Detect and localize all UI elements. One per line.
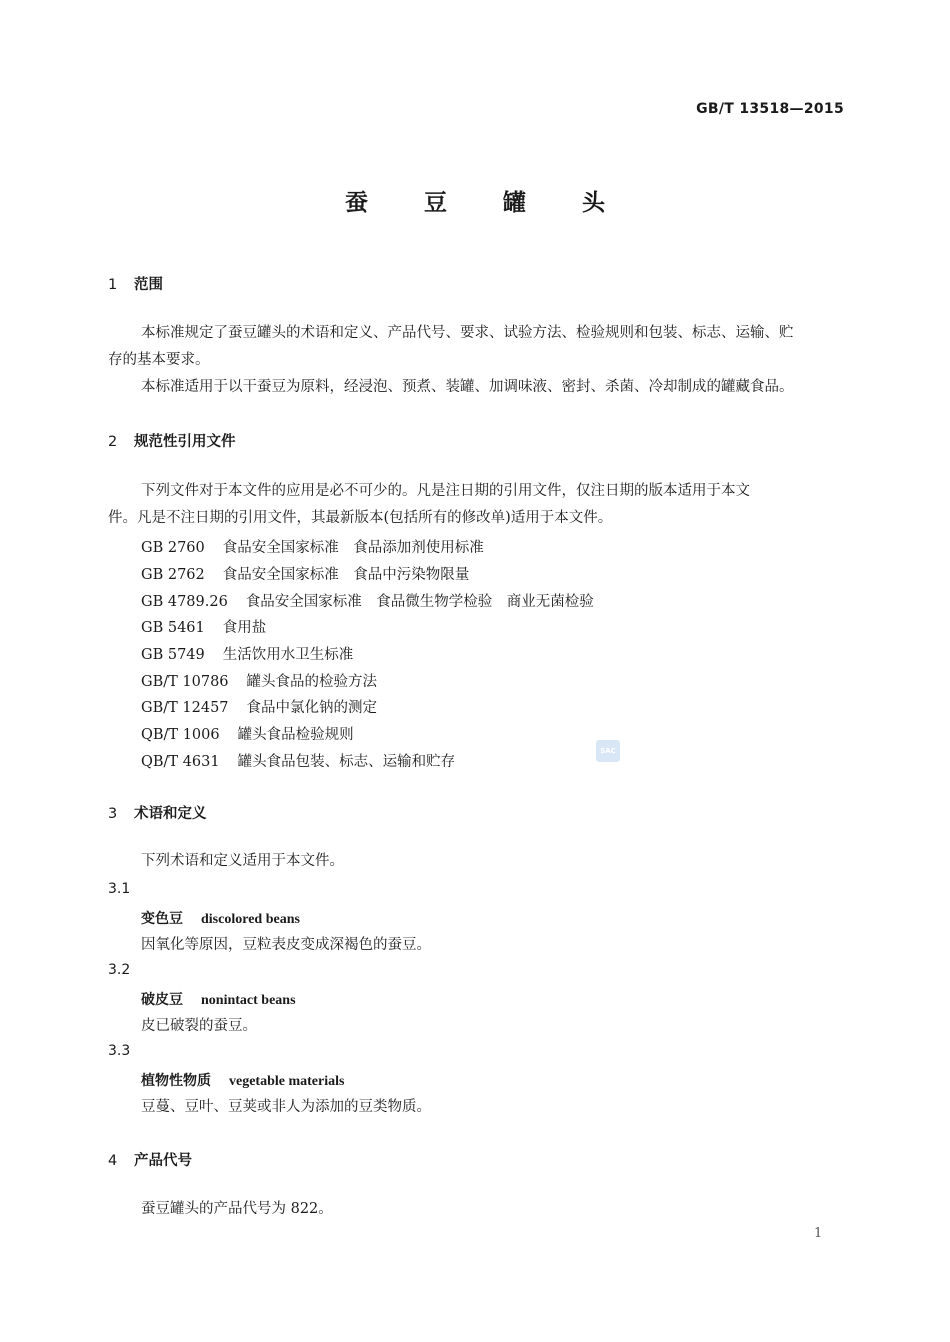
sac-watermark-logo: SAC — [596, 740, 620, 762]
reference-item — [141, 696, 377, 717]
section-title: 范围 — [134, 277, 163, 293]
term-en: nonintact beans — [201, 993, 296, 1008]
reference-title: 食品安全国家标准 食品中污染物限量 — [222, 567, 470, 583]
term-number: 3.2 — [108, 962, 131, 978]
standard-number: GB/T 13518—2015 — [696, 101, 844, 117]
term-en: vegetable materials — [229, 1074, 345, 1089]
reference-code: GB 4789.26 — [141, 594, 228, 610]
reference-item — [141, 670, 377, 691]
reference-item — [141, 590, 594, 611]
page-number: 1 — [814, 1226, 823, 1241]
reference-code: QB/T 4631 — [141, 754, 220, 770]
reference-code: QB/T 1006 — [141, 727, 220, 743]
section-number: 2 — [108, 434, 118, 450]
reference-title: 罐头食品检验规则 — [237, 727, 354, 743]
section-number: 3 — [108, 806, 118, 822]
paragraph: 本标准规定了蚕豆罐头的术语和定义、产品代号、要求、试验方法、检验规则和包装、标志、运输、贮 — [141, 325, 794, 341]
term-zh: 植物性物质 — [141, 1073, 211, 1089]
reference-title: 罐头食品的检验方法 — [246, 674, 378, 690]
paragraph-continuation: 存的基本要求。 — [108, 352, 210, 368]
section-number: 4 — [108, 1153, 118, 1169]
term-zh: 破皮豆 — [141, 992, 183, 1008]
paragraph: 蚕豆罐头的产品代号为 822。 — [141, 1201, 333, 1217]
reference-code: GB 5749 — [141, 647, 205, 663]
section-title: 规范性引用文件 — [134, 434, 236, 450]
reference-item — [141, 563, 469, 584]
reference-item — [141, 643, 353, 664]
reference-code: GB 2760 — [141, 540, 205, 556]
term-en: discolored beans — [201, 912, 300, 927]
reference-code: GB/T 12457 — [141, 700, 229, 716]
reference-code: GB 2762 — [141, 567, 205, 583]
paragraph: 下列术语和定义适用于本文件。 — [141, 853, 344, 869]
term-definition: 因氧化等原因，豆粒表皮变成深褐色的蚕豆。 — [141, 937, 431, 953]
reference-item — [141, 616, 266, 637]
reference-title: 生活饮用水卫生标准 — [222, 647, 354, 663]
reference-title: 食用盐 — [222, 620, 267, 636]
section-title: 术语和定义 — [134, 806, 207, 822]
reference-title: 食品中氯化钠的测定 — [246, 700, 378, 716]
reference-title: 罐头食品包装、标志、运输和贮存 — [237, 754, 456, 770]
section-2-heading — [108, 430, 236, 451]
term-heading — [141, 989, 296, 1009]
reference-code: GB 5461 — [141, 620, 205, 636]
section-number: 1 — [108, 277, 118, 293]
paragraph: 本标准适用于以干蚕豆为原料，经浸泡、预煮、装罐、加调味液、密封、杀菌、冷却制成的罐藏食品。 — [141, 379, 794, 395]
paragraph: 下列文件对于本文件的应用是必不可少的。凡是注日期的引用文件，仅注日期的版本适用于本文 — [141, 483, 750, 499]
term-zh: 变色豆 — [141, 911, 183, 927]
document-title: 蚕 豆 罐 头 — [344, 190, 630, 216]
section-4-heading — [108, 1149, 192, 1170]
term-number: 3.3 — [108, 1043, 131, 1059]
reference-title: 食品安全国家标准 食品微生物学检验 商业无菌检验 — [245, 594, 594, 610]
paragraph-continuation: 件。凡是不注日期的引用文件，其最新版本(包括所有的修改单)适用于本文件。 — [108, 510, 613, 526]
section-title: 产品代号 — [134, 1153, 192, 1169]
section-3-heading — [108, 802, 207, 823]
term-heading — [141, 1070, 344, 1090]
reference-item — [141, 723, 354, 744]
term-number: 3.1 — [108, 881, 131, 897]
reference-item — [141, 536, 484, 557]
reference-title: 食品安全国家标准 食品添加剂使用标准 — [222, 540, 484, 556]
term-definition: 豆蔓、豆叶、豆荚或非人为添加的豆类物质。 — [141, 1099, 431, 1115]
section-1-heading — [108, 273, 163, 294]
reference-item — [141, 750, 455, 771]
reference-code: GB/T 10786 — [141, 674, 229, 690]
term-heading — [141, 908, 300, 928]
term-definition: 皮已破裂的蚕豆。 — [141, 1018, 257, 1034]
